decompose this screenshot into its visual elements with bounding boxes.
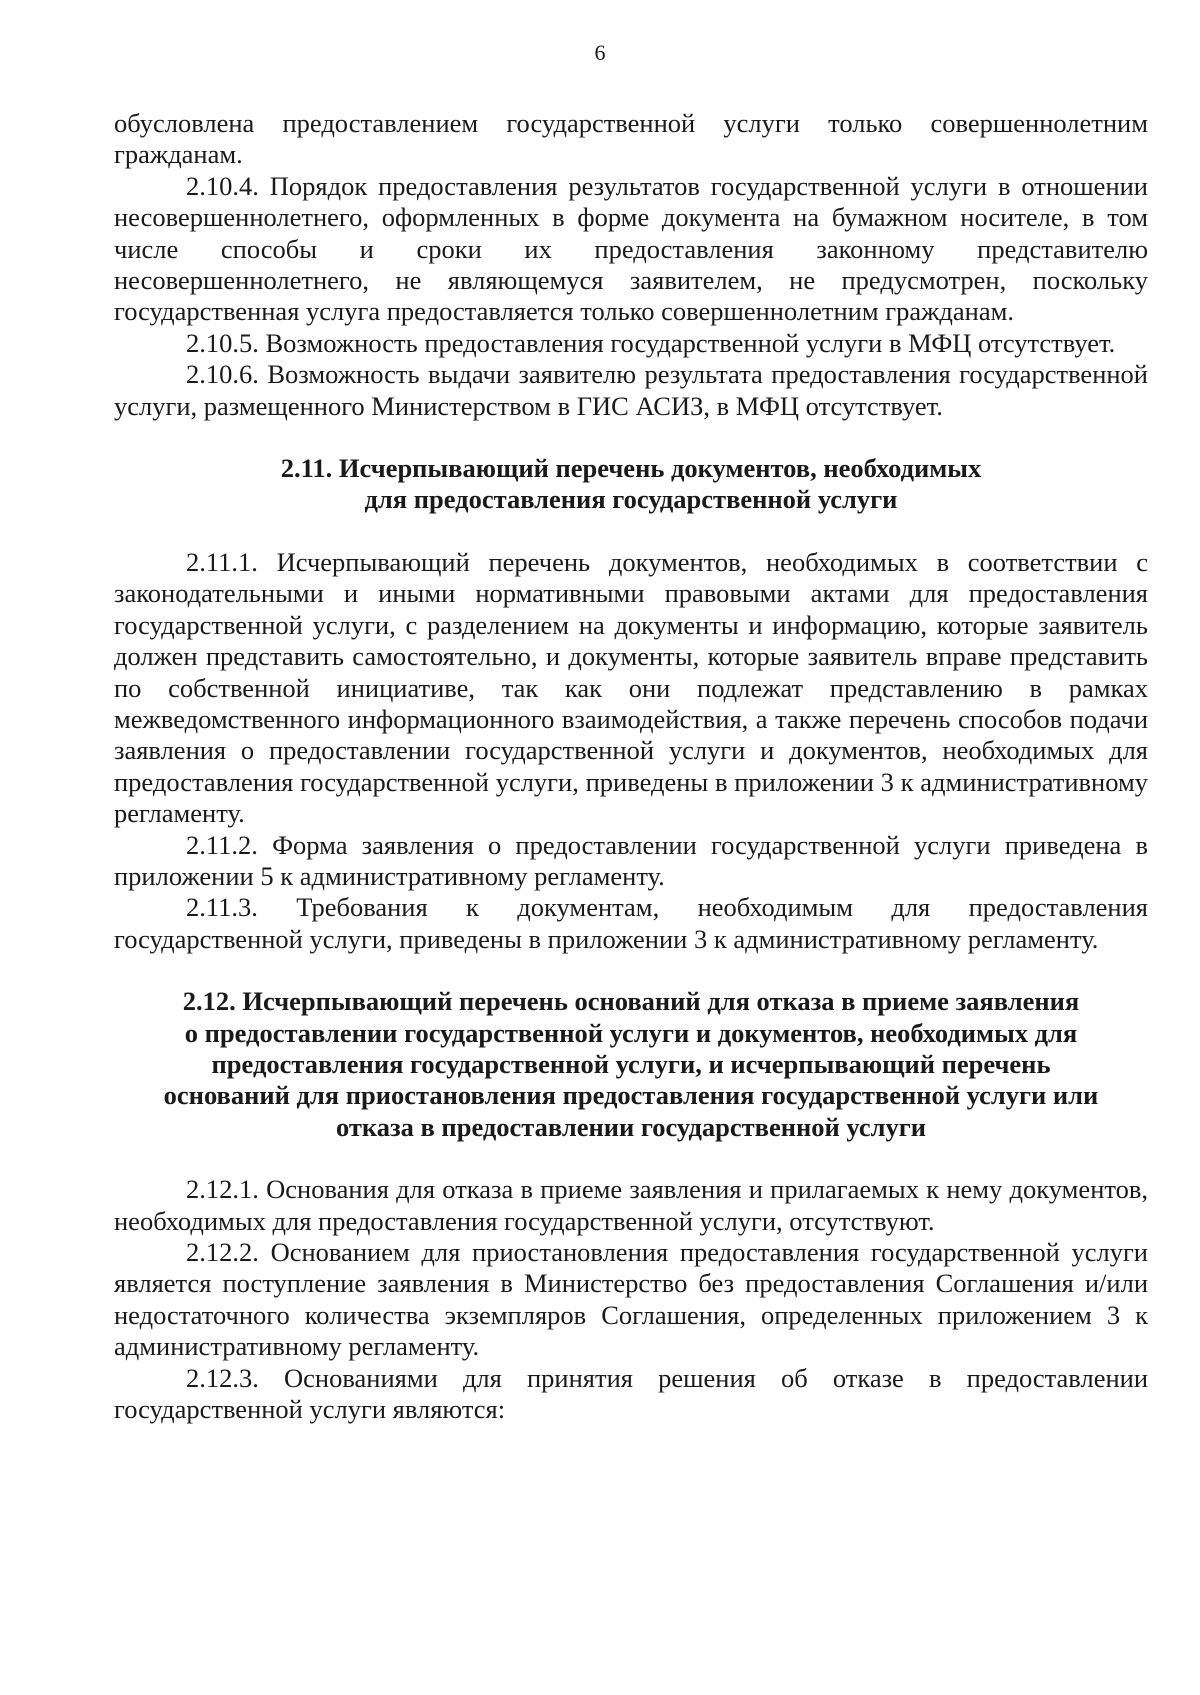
document-body	[114, 108, 1148, 1425]
paragraph-2-11-1: 2.11.1. Исчерпывающий перечень документов, необходимых в соответствии с законодательными и иными нормативными правовыми актами для предоставления государственной услуги, с разделением на документы и информацию, которые заявитель должен представить самостоятельно, и документы, которые заявитель вправе представить по собственной инициативе, так как они подлежат представлению в рамках межведомственного информационного взаимодействия, а также перечень способов подачи заявления о предоставлении государственной услуги и документов, необходимых для предоставления государственной услуги, приведены в приложении 3 к административному регламенту.	[114, 546, 1148, 829]
heading-line: для предоставления государственной услуги	[364, 484, 898, 515]
section-heading-2-12	[114, 986, 1148, 1143]
heading-line: оснований для приостановления предоставления государственной услуги или	[163, 1080, 1099, 1111]
paragraph-2-12-3: 2.12.3. Основаниями для принятия решения об отказе в предоставлении государственной услуги являются:	[114, 1362, 1148, 1425]
spacer	[114, 516, 1148, 547]
spacer	[114, 1143, 1148, 1174]
spacer	[114, 955, 1148, 986]
paragraph-2-11-2: 2.11.2. Форма заявления о предоставлении государственной услуги приведена в приложении 5 к административному регламенту.	[114, 829, 1148, 891]
heading-line: 2.11. Исчерпывающий перечень документов, необходимых	[280, 453, 982, 484]
paragraph-2-10-5: 2.10.5. Возможность предоставления государственной услуги в МФЦ отсутствует.	[186, 327, 1116, 358]
continuation-paragraph: обусловлена предоставлением государственной услуги только совершеннолетним гражданам.	[114, 108, 1148, 170]
heading-line: предоставления государственной услуги, и исчерпывающий перечень	[211, 1048, 1051, 1079]
page-number: 6	[594, 40, 606, 65]
paragraph-2-12-2: 2.12.2. Основанием для приостановления предоставления государственной услуги является поступление заявления в Министерство без предоставления Соглашения и/или недостаточного количества экземпляров Соглашения, определенных приложением 3 к административному регламенту.	[114, 1237, 1148, 1362]
paragraph-2-10-4: 2.10.4. Порядок предоставления результатов государственной услуги в отношении несовершеннолетнего, оформленных в форме документа на бумажном носителе, в том числе способы и сроки их предоставления законному представителю несовершеннолетнего, не являющемуся заявителем, не предусмотрен, поскольку государственная услуга предоставляется только совершеннолетним гражданам.	[114, 170, 1148, 327]
heading-line: отказа в предоставлении государственной услуги	[335, 1111, 927, 1142]
spacer	[114, 422, 1148, 453]
section-heading-2-11	[114, 453, 1148, 516]
paragraph-2-10-6: 2.10.6. Возможность выдачи заявителю результата предоставления государственной услуги, размещенного Министерством в ГИС АСИЗ, в МФЦ отсутствует.	[114, 359, 1148, 421]
paragraph-2-11-3: 2.11.3. Требования к документам, необходимым для предоставления государственной услуги, приведены в приложении 3 к административному регламенту.	[114, 892, 1148, 954]
heading-line: о предоставлении государственной услуги и документов, необходимых для	[184, 1017, 1078, 1048]
paragraph-2-12-1: 2.12.1. Основания для отказа в приеме заявления и прилагаемых к нему документов, необходимых для предоставления государственной услуги, отсутствуют.	[114, 1174, 1148, 1236]
heading-line: 2.12. Исчерпывающий перечень оснований для отказа в приеме заявления	[182, 986, 1080, 1017]
